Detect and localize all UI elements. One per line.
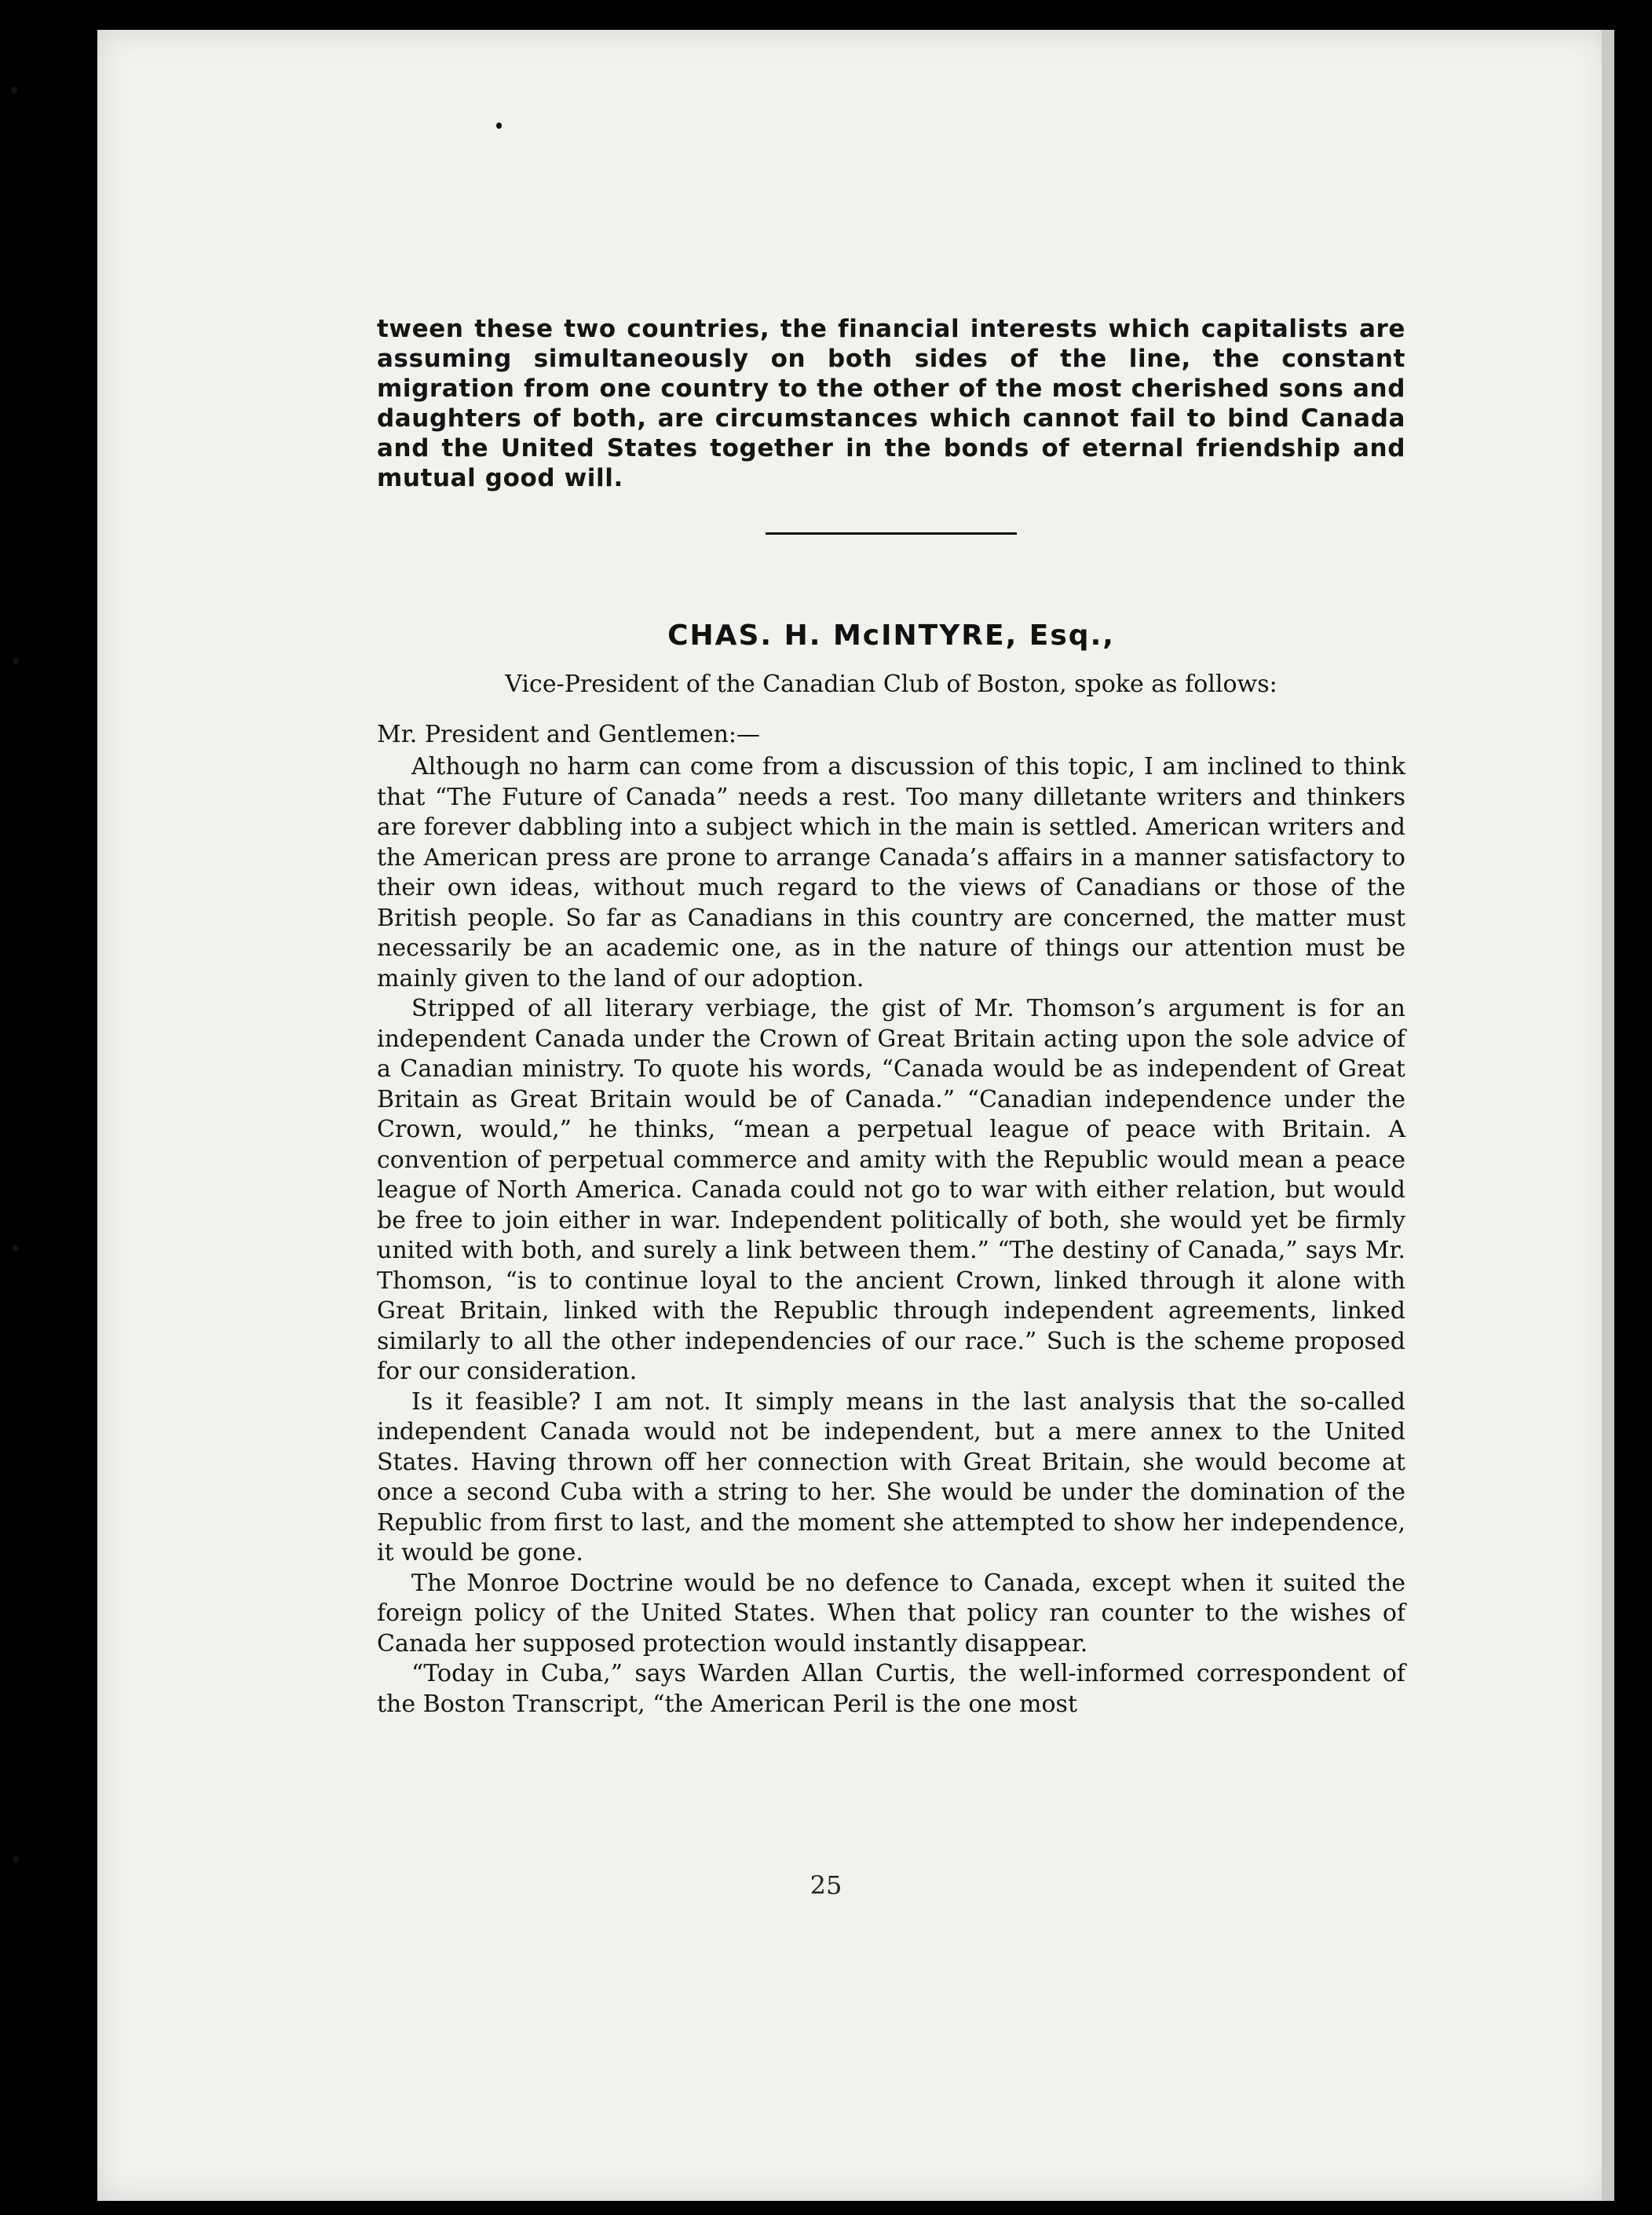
continued-paragraph: tween these two countries, the financial interests which capitalists are assuming simultaneously on both sides of the line, the constant migration from one country to the other of the most cherished sons and daughters of both, are circumstances which cannot fail to bind Canada and the United States together in the bonds of eternal friendship and mutual good will. [377,315,1405,492]
scan-speck [13,658,19,664]
speech-body [377,752,1405,1720]
speech-paragraph: Is it feasible? I am not. It simply means in the last analysis that the so-called independent Canada would not be independent, but a mere annex to the United States. Having thrown off her connection with Great Britain, she would become at once a second Cuba with a string to her. She would be under the domination of the Republic from first to last, and the moment she attempted to show her independence, it would be gone. [377,1387,1405,1566]
speech-paragraph: “Today in Cuba,” says Warden Allan Curtis, the well-informed correspondent of the Boston Transcript, “the American Peril is the one most [377,1660,1405,1718]
scan-speck [13,1245,19,1252]
speaker-heading: CHAS. H. McINTYRE, Esq., [667,620,1115,652]
speech-paragraph: Although no harm can come from a discussion of this topic, I am inclined to think that “The Future of Canada” needs a rest. Too many dilletante writers and thinkers are forever dabbling into a subject which in the main is settled. American writers and the American press are prone to arrange Canada’s affairs in a manner satisfactory to their own ideas, without much regard to the views of Canadians or those of the British people. So far as Canadians in this country are concerned, the matter must necessarily be an academic one, as in the nature of things our attention must be mainly given to the land of our adoption. [377,753,1405,992]
speech-paragraph: Stripped of all literary verbiage, the gist of Mr. Thomson’s argument is for an independent Canada under the Crown of Great Britain acting upon the sole advice of a Canadian ministry. To quote his words, “Canada would be as independent of Great Britain as Great Britain would be of Canada.” “Canadian independence under the Crown, would,” he thinks, “mean a perpetual league of peace with Britain. A convention of perpetual commerce and amity with the Republic would mean a peace league of North America. Canada could not go to war with either relation, but would be free to join either in war. Independent politically of both, she would yet be firmly united with both, and surely a link between them.” “The destiny of Canada,” says Mr. Thomson, “is to continue loyal to the ancient Crown, linked through it alone with Great Britain, linked with the Republic through independent agreements, linked similarly to all the other independencies of our race.” Such is the scheme proposed for our consideration. [377,995,1405,1385]
ink-speck [496,122,502,129]
page-content [377,314,1405,1720]
salutation: Mr. President and Gentlemen:— [377,721,760,748]
scan-speck [13,1856,19,1862]
speaker-intro: Vice-President of the Canadian Club of Boston, spoke as follows: [505,671,1277,698]
scan-speck [11,86,17,94]
speech-paragraph: The Monroe Doctrine would be no defence to Canada, except when it suited the foreign policy of the United States. When that policy ran counter to the wishes of Canada her supposed protection would instantly disappear. [377,1569,1405,1658]
section-divider [766,532,1017,535]
page-number: 25 [810,1870,842,1900]
